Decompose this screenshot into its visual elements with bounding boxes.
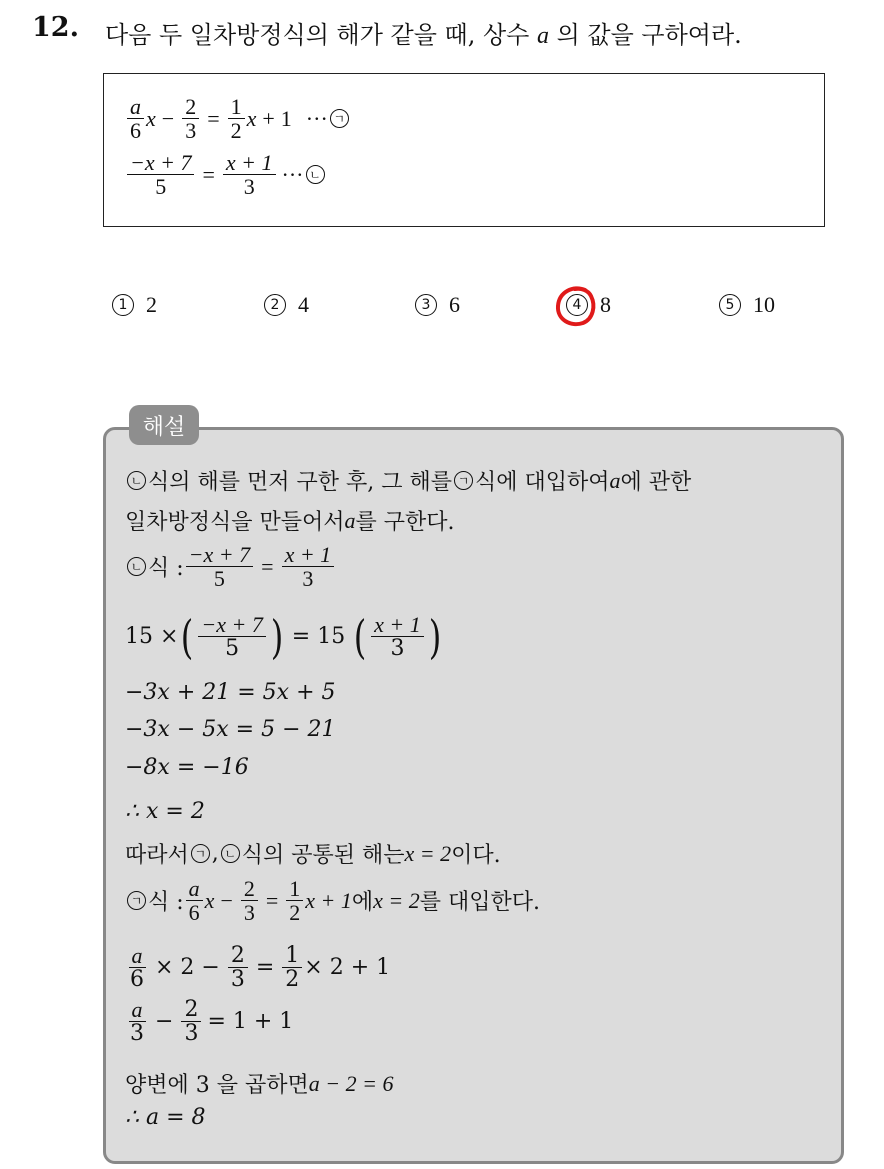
fraction	[127, 95, 144, 142]
fraction	[198, 613, 265, 660]
variable-a: a	[344, 507, 356, 533]
solution-panel	[103, 427, 844, 1164]
circled-label-nieun: ㄴ	[127, 471, 146, 490]
math-expression: a − 2 = 6	[308, 1070, 394, 1096]
circled-label-nieun: ㄴ	[127, 557, 146, 576]
choice-number: 3	[415, 294, 437, 316]
choice-5[interactable]	[719, 292, 775, 318]
circled-label-giyeok: ㄱ	[191, 844, 210, 863]
math-expression: x + 1	[305, 887, 352, 913]
variable-a: a	[609, 467, 621, 493]
solution-step-4: −3x − 5x = 5 − 21	[125, 717, 336, 742]
operator: −	[161, 105, 175, 131]
variable-x: x	[146, 105, 156, 131]
math-expression: = 1 + 1	[207, 1009, 294, 1035]
operator: =	[207, 105, 220, 131]
fraction	[223, 151, 276, 198]
solution-intro-2	[125, 505, 455, 536]
numerator: a	[129, 998, 146, 1022]
answer-mark-circle	[555, 284, 597, 328]
solution-tag: 해설	[129, 405, 199, 445]
question-number: 12.	[32, 12, 79, 43]
variable-x: x	[246, 105, 257, 131]
solution-step-1	[125, 543, 336, 590]
text: 를 대입한다.	[419, 890, 541, 916]
math-expression	[184, 543, 337, 590]
circled-label-giyeok: ㄱ	[330, 109, 349, 128]
fraction	[182, 95, 199, 142]
numerator: a	[186, 877, 203, 901]
text: 일차방정식을 만들어서	[125, 510, 345, 535]
fraction	[371, 613, 424, 660]
choice-value: 4	[298, 292, 309, 317]
numerator: −x + 7	[198, 613, 265, 637]
choice-number: 4	[566, 294, 588, 316]
math-expression	[184, 877, 352, 924]
choice-2[interactable]	[264, 292, 309, 318]
equation-2	[125, 151, 327, 198]
numerator: a	[127, 95, 144, 119]
choice-3[interactable]	[415, 292, 460, 318]
operator: −	[220, 887, 233, 913]
text: 식의 공통된 해는	[241, 843, 405, 868]
fraction	[127, 998, 147, 1045]
denominator: 5	[155, 174, 167, 200]
paren-close: )	[428, 609, 442, 664]
fraction	[228, 944, 248, 991]
operator: =	[202, 161, 215, 187]
question-text	[105, 15, 742, 50]
solution-intro-1	[125, 465, 691, 496]
text: 를 구한다.	[355, 510, 455, 535]
circled-label-nieun: ㄴ	[306, 165, 325, 184]
fraction	[127, 944, 147, 991]
question-text-part: 다음 두 일차방정식의 해가 같을 때, 상수	[105, 21, 537, 49]
denominator: 3	[243, 900, 255, 926]
denominator: 3	[390, 636, 405, 662]
text: 15 ×	[125, 624, 179, 650]
paren-open: (	[353, 609, 367, 664]
fraction	[181, 998, 201, 1045]
text: 식에 대입하여	[474, 470, 610, 495]
circled-label-giyeok: ㄱ	[454, 471, 473, 490]
text: ,	[211, 841, 219, 866]
operator: = 15	[291, 624, 346, 650]
denominator: 3	[302, 566, 314, 592]
math-expression: × 2 + 1	[304, 955, 391, 981]
denominator: 3	[243, 174, 255, 200]
variable-a: a	[536, 23, 549, 49]
question-text-part: 의 값을 구하여라.	[548, 21, 742, 49]
numerator: x + 1	[371, 613, 424, 637]
choice-value: 6	[449, 292, 460, 317]
solution-step-9	[125, 944, 390, 991]
ellipsis: ···	[281, 161, 304, 187]
operator: −	[155, 1009, 174, 1035]
operator: =	[261, 553, 274, 579]
solution-step-12: ∴ a = 8	[125, 1105, 206, 1130]
denominator: 6	[188, 900, 200, 926]
operator: +	[262, 105, 275, 131]
solution-step-6: ∴ x = 2	[125, 799, 205, 824]
fraction	[241, 877, 258, 924]
numerator: 2	[182, 95, 199, 119]
fraction	[286, 877, 303, 924]
choice-value: 10	[753, 292, 775, 317]
fraction	[186, 877, 203, 924]
operator: =	[265, 887, 279, 913]
equation-1	[125, 95, 351, 142]
solution-step-5: −8x = −16	[125, 755, 249, 780]
choice-number: 5	[719, 294, 741, 316]
denominator: 5	[225, 636, 240, 662]
text: 식 :	[148, 556, 184, 582]
math-expression: x = 2	[404, 840, 452, 866]
text: 에	[351, 890, 374, 916]
paren-close: )	[270, 609, 284, 664]
numerator: x + 1	[282, 543, 335, 567]
text: 따라서	[125, 843, 189, 868]
fraction	[127, 151, 194, 198]
paren-open: (	[181, 609, 194, 664]
choice-1[interactable]	[112, 292, 157, 318]
text: 식의 해를 먼저 구한 후, 그 해를	[148, 470, 452, 495]
solution-step-2	[125, 609, 444, 664]
denominator: 2	[285, 967, 300, 993]
choice-number: 1	[112, 294, 134, 316]
numerator: a	[129, 944, 146, 968]
choice-number: 2	[264, 294, 286, 316]
text: 양변에 3 을 곱하면	[125, 1073, 309, 1098]
numerator: 1	[286, 877, 303, 901]
denominator: 2	[230, 118, 242, 144]
ellipsis: ···	[305, 105, 328, 131]
fraction	[282, 543, 335, 590]
fraction	[282, 944, 302, 991]
solution-step-11	[125, 1068, 393, 1099]
circled-label-nieun: ㄴ	[221, 844, 240, 863]
choice-value: 8	[600, 292, 611, 317]
choice-value: 2	[146, 292, 157, 317]
numerator: 1	[282, 944, 302, 968]
text: 에 관한	[620, 470, 692, 495]
denominator: 2	[289, 900, 301, 926]
operator: =	[255, 955, 275, 981]
variable-x: x	[204, 887, 215, 913]
denominator: 3	[230, 967, 245, 993]
fraction	[228, 95, 245, 142]
text: 식 :	[148, 890, 184, 916]
circled-label-giyeok: ㄱ	[127, 891, 146, 910]
solution-step-3: −3x + 21 = 5x + 5	[125, 680, 336, 705]
solution-step-7	[125, 838, 501, 869]
denominator: 3	[130, 1021, 144, 1047]
numerator: 1	[228, 95, 245, 119]
solution-step-10	[125, 998, 293, 1045]
numerator: 2	[181, 998, 201, 1022]
denominator: 6	[130, 118, 141, 144]
denominator: 3	[185, 118, 197, 144]
constant: 1	[280, 105, 292, 131]
math-expression: x = 2	[373, 887, 420, 913]
denominator: 3	[184, 1021, 199, 1047]
denominator: 5	[213, 566, 225, 592]
denominator: 6	[130, 967, 144, 993]
operator: × 2 −	[155, 955, 220, 981]
numerator: x + 1	[223, 151, 276, 175]
fraction	[186, 543, 253, 590]
numerator: 2	[241, 877, 258, 901]
numerator: −x + 7	[186, 543, 253, 567]
numerator: 2	[228, 944, 248, 968]
solution-step-8	[125, 877, 540, 924]
numerator: −x + 7	[127, 151, 194, 175]
text: 이다.	[451, 843, 501, 868]
